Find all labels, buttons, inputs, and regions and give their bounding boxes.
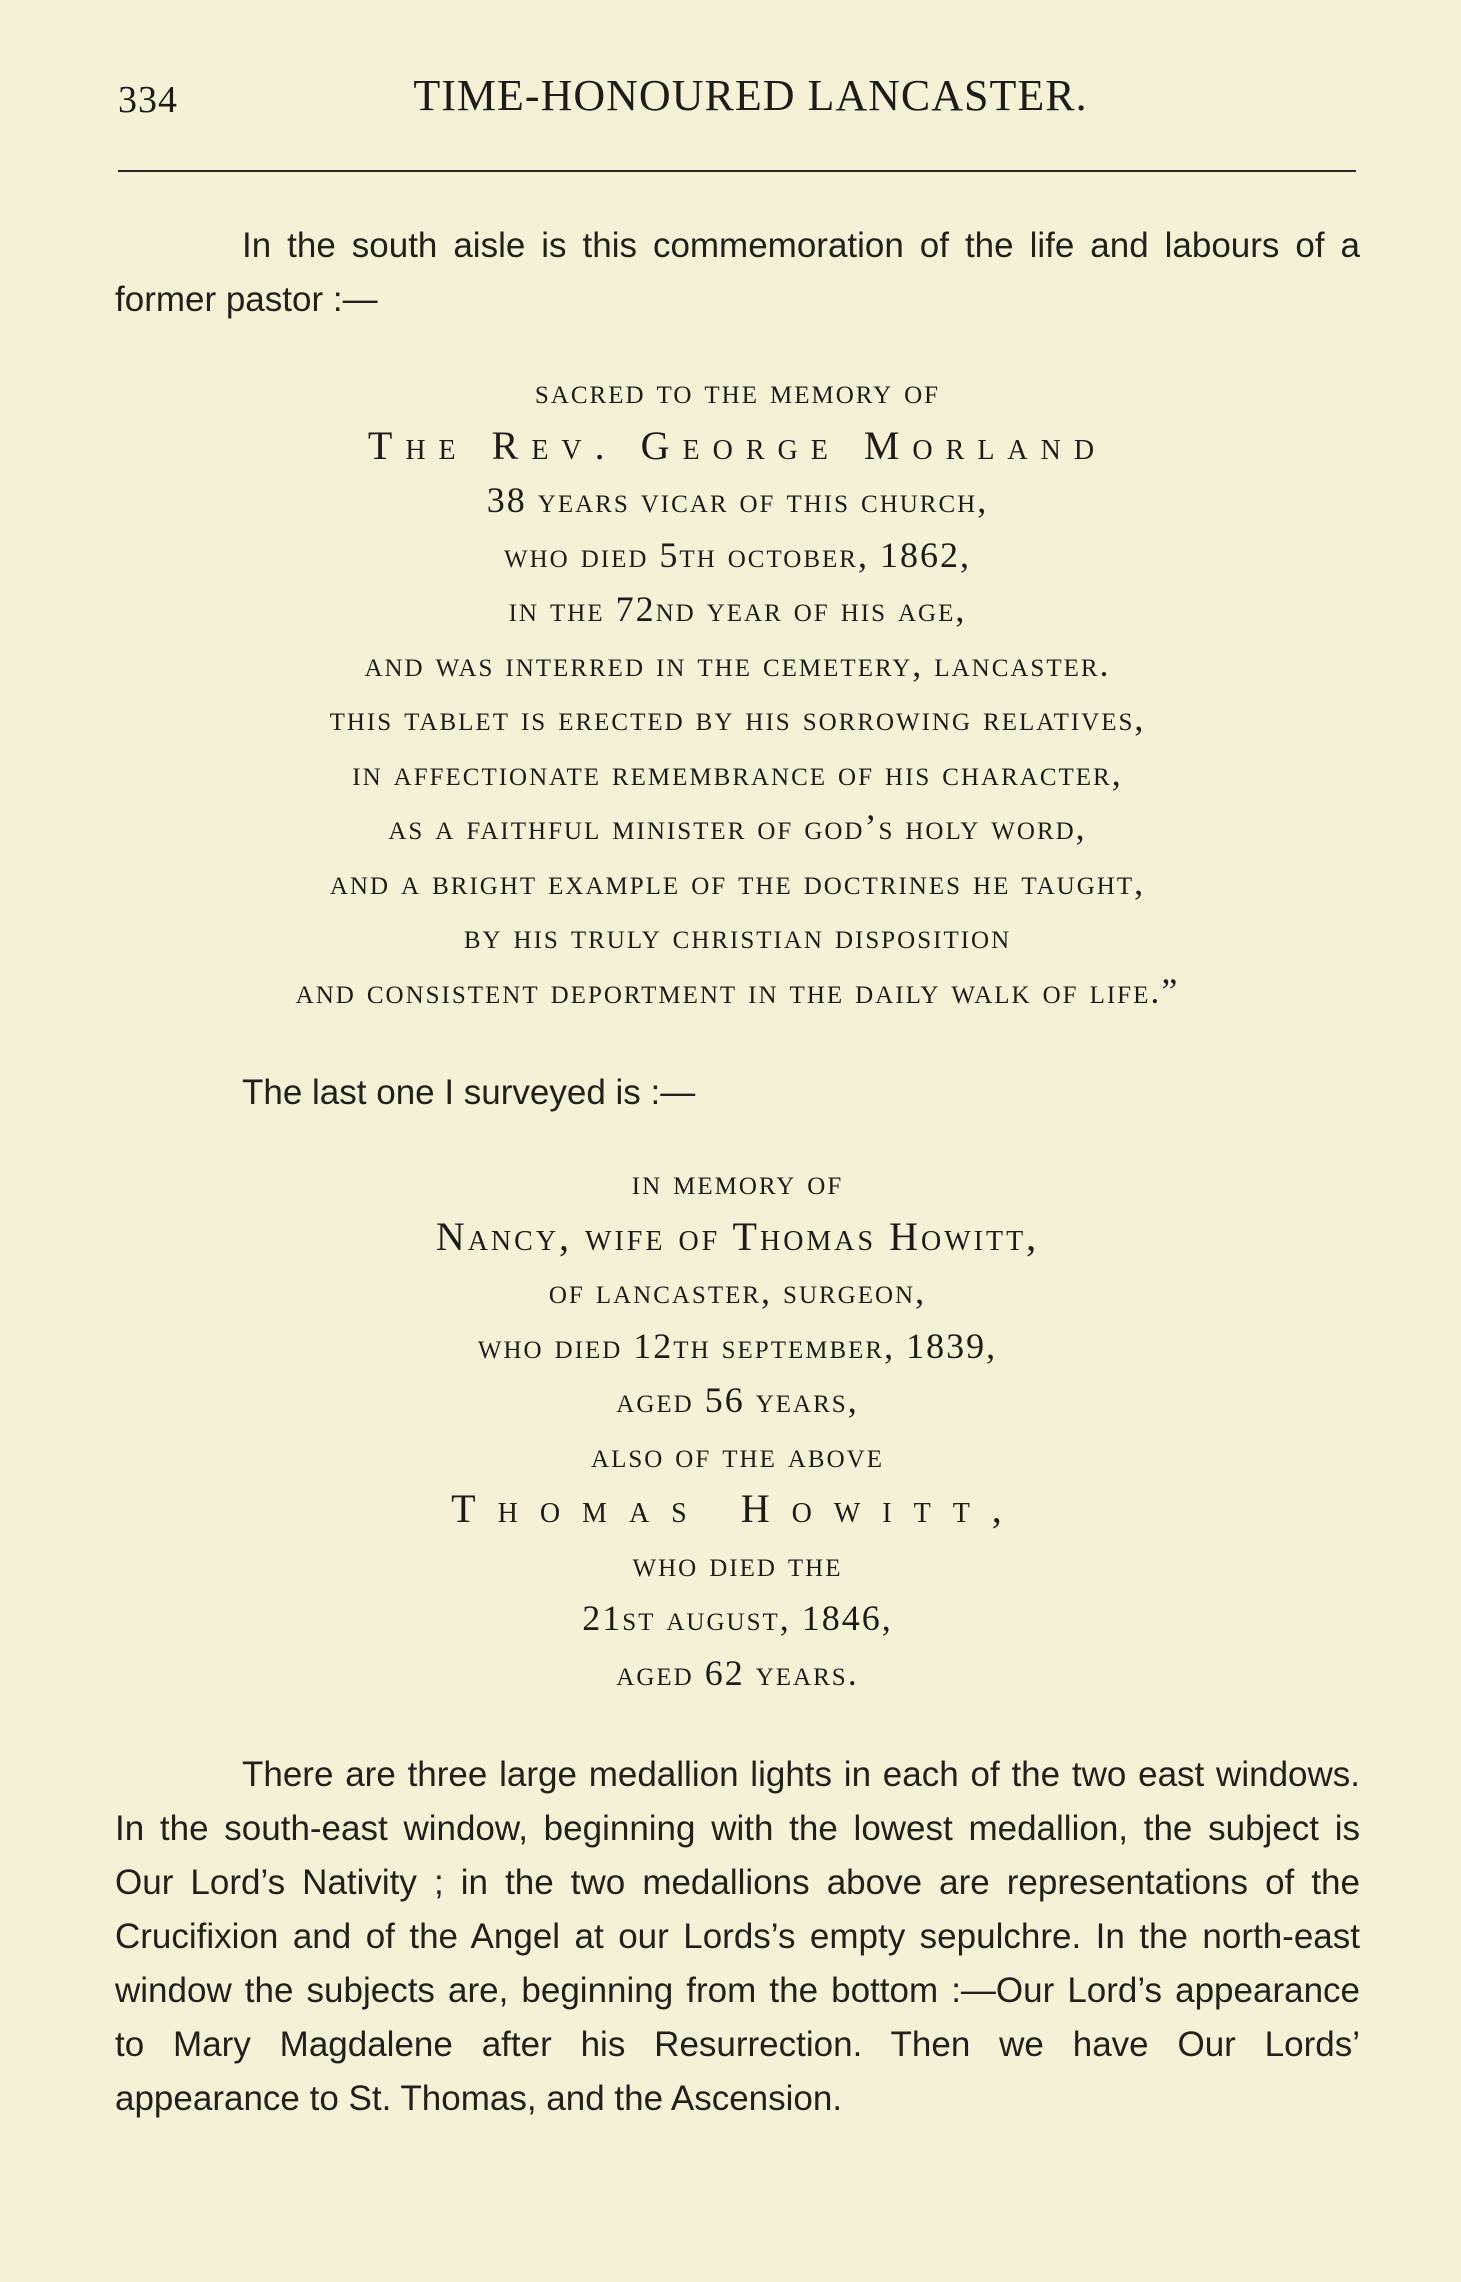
inscription-line: aged 56 years, — [616, 1380, 859, 1420]
page-number: 334 — [118, 79, 178, 121]
inscription-line: and a bright example of the doctrines he taught, — [329, 861, 1146, 902]
inscription-line: who died 5th october, 1862, — [504, 534, 971, 575]
morland-memorial-inscription — [115, 364, 1360, 1018]
inscription-line: who died the — [632, 1543, 843, 1584]
inscription-line: 38 years vicar of this church, — [486, 480, 989, 520]
inscription-line: sacred to the memory of — [534, 371, 941, 411]
inscription-line: also of the above — [591, 1434, 884, 1475]
inscription-line: in memory of — [631, 1162, 844, 1202]
inscription-line: and was interred in the cemetery, lancaster. — [364, 643, 1111, 684]
inscription-line: this tablet is erected by his sorrowing relatives, — [329, 698, 1146, 738]
transition-paragraph: The last one I surveyed is :— — [242, 1073, 696, 1112]
closing-paragraph: There are three large medallion lights in each of the two east windows. In the south-east window, beginning with the lowest medallion, the subject is Our Lord’s Nativity ; in the two medallions above are representations of the Crucifixion and of the Angel at our Lords’s empty sepulchre. In the north-east window the subjects are, beginning from the bottom :—Our Lord’s appearance to Mary Magdalene after his Resurrection. Then we have Our Lords’ appearance to St. Thomas, and the Ascension. — [115, 1755, 1360, 2118]
inscription-line: as a faithful minister of god’s holy word, — [388, 807, 1087, 847]
inscription-line: and consistent deportment in the daily walk of life.” — [295, 970, 1180, 1011]
inscription-line: in the 72nd year of his age, — [508, 589, 967, 629]
inscription-line: by his truly christian disposition — [463, 916, 1012, 956]
running-title: TIME-HONOURED LANCASTER. — [413, 71, 1088, 120]
inscription-line: in affectionate remembrance of his character, — [352, 752, 1123, 793]
inscription-line: aged 62 years. — [616, 1652, 859, 1693]
inscription-line: The Rev. George Morland — [367, 422, 1108, 468]
inscription-line: Thomas Howitt, — [451, 1486, 1024, 1531]
howitt-memorial-inscription — [115, 1155, 1360, 1700]
inscription-line: Nancy, wife of Thomas Howitt, — [435, 1213, 1040, 1259]
inscription-line: of lancaster, surgeon, — [548, 1271, 927, 1311]
inscription-line: who died 12th september, 1839, — [477, 1325, 998, 1366]
inscription-line: 21st august, 1846, — [582, 1598, 893, 1638]
header-rule — [118, 170, 1356, 172]
intro-paragraph: In the south aisle is this commemoration of the life and labours of a former pastor :— — [115, 226, 1360, 319]
